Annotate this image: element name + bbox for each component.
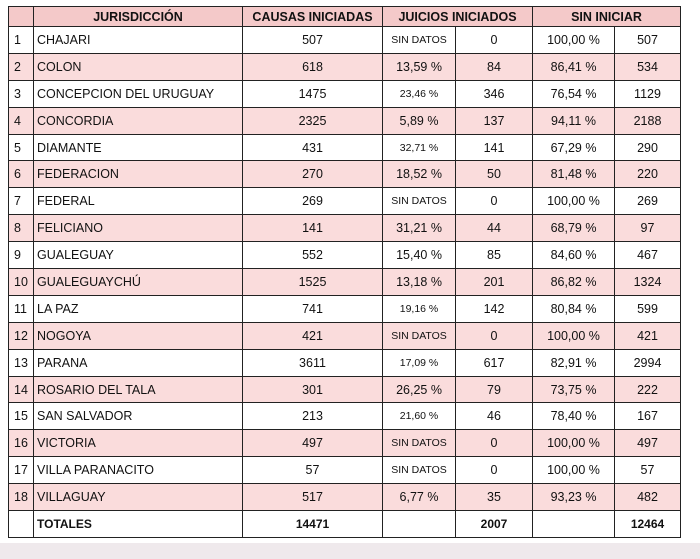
row-index: 18 <box>9 484 34 511</box>
row-jurisdiccion: CHAJARI <box>34 27 243 54</box>
row-pct-juicios: 5,89 % <box>383 107 456 134</box>
row-pct-sin: 93,23 % <box>533 484 615 511</box>
row-sin-iniciar: 1324 <box>615 269 681 296</box>
row-sin-iniciar: 222 <box>615 376 681 403</box>
row-pct-juicios: SIN DATOS <box>383 457 456 484</box>
row-juicios: 50 <box>456 161 533 188</box>
row-sin-iniciar: 534 <box>615 53 681 80</box>
row-jurisdiccion: FEDERAL <box>34 188 243 215</box>
table-row <box>9 484 681 511</box>
table-row <box>9 457 681 484</box>
bottom-strip <box>0 543 700 559</box>
table-row <box>9 161 681 188</box>
table-row <box>9 376 681 403</box>
row-juicios: 0 <box>456 322 533 349</box>
table-row <box>9 27 681 54</box>
row-causas: 517 <box>243 484 383 511</box>
row-causas: 618 <box>243 53 383 80</box>
row-pct-sin: 76,54 % <box>533 80 615 107</box>
row-pct-sin: 78,40 % <box>533 403 615 430</box>
row-causas: 431 <box>243 134 383 161</box>
row-index: 13 <box>9 349 34 376</box>
row-causas: 270 <box>243 161 383 188</box>
row-juicios: 35 <box>456 484 533 511</box>
row-pct-juicios: 13,59 % <box>383 53 456 80</box>
row-pct-sin: 84,60 % <box>533 242 615 269</box>
row-causas: 213 <box>243 403 383 430</box>
row-pct-sin: 68,79 % <box>533 215 615 242</box>
row-pct-juicios: 13,18 % <box>383 269 456 296</box>
row-jurisdiccion: GUALEGUAY <box>34 242 243 269</box>
row-causas: 141 <box>243 215 383 242</box>
row-jurisdiccion: LA PAZ <box>34 295 243 322</box>
row-pct-juicios: 6,77 % <box>383 484 456 511</box>
row-causas: 421 <box>243 322 383 349</box>
row-index: 1 <box>9 27 34 54</box>
row-pct-juicios: 19,16 % <box>383 295 456 322</box>
row-jurisdiccion: NOGOYA <box>34 322 243 349</box>
row-causas: 507 <box>243 27 383 54</box>
totals-pct-sin <box>533 511 615 538</box>
header-row <box>9 7 681 27</box>
table-row <box>9 430 681 457</box>
row-causas: 2325 <box>243 107 383 134</box>
row-sin-iniciar: 269 <box>615 188 681 215</box>
row-index: 5 <box>9 134 34 161</box>
row-pct-sin: 81,48 % <box>533 161 615 188</box>
row-juicios: 44 <box>456 215 533 242</box>
row-pct-sin: 86,41 % <box>533 53 615 80</box>
table-row <box>9 295 681 322</box>
row-juicios: 0 <box>456 188 533 215</box>
row-jurisdiccion: CONCEPCION DEL URUGUAY <box>34 80 243 107</box>
row-sin-iniciar: 2188 <box>615 107 681 134</box>
row-juicios: 46 <box>456 403 533 430</box>
row-sin-iniciar: 497 <box>615 430 681 457</box>
row-index: 6 <box>9 161 34 188</box>
row-juicios: 142 <box>456 295 533 322</box>
row-pct-juicios: 23,46 % <box>383 80 456 107</box>
row-causas: 552 <box>243 242 383 269</box>
row-jurisdiccion: FEDERACION <box>34 161 243 188</box>
row-pct-sin: 67,29 % <box>533 134 615 161</box>
row-pct-sin: 80,84 % <box>533 295 615 322</box>
totals-sin: 12464 <box>615 511 681 538</box>
row-sin-iniciar: 97 <box>615 215 681 242</box>
row-jurisdiccion: PARANA <box>34 349 243 376</box>
row-pct-juicios: SIN DATOS <box>383 322 456 349</box>
row-jurisdiccion: ROSARIO DEL TALA <box>34 376 243 403</box>
row-index: 16 <box>9 430 34 457</box>
row-juicios: 84 <box>456 53 533 80</box>
row-jurisdiccion: COLON <box>34 53 243 80</box>
table-row <box>9 242 681 269</box>
header-jurisdiccion: JURISDICCIÓN <box>34 7 243 27</box>
row-causas: 741 <box>243 295 383 322</box>
row-pct-juicios: 26,25 % <box>383 376 456 403</box>
row-index: 14 <box>9 376 34 403</box>
row-sin-iniciar: 482 <box>615 484 681 511</box>
row-pct-juicios: 21,60 % <box>383 403 456 430</box>
row-pct-sin: 86,82 % <box>533 269 615 296</box>
row-pct-sin: 100,00 % <box>533 27 615 54</box>
row-index: 3 <box>9 80 34 107</box>
row-pct-juicios: SIN DATOS <box>383 430 456 457</box>
row-juicios: 137 <box>456 107 533 134</box>
row-pct-juicios: 31,21 % <box>383 215 456 242</box>
row-index: 15 <box>9 403 34 430</box>
table-row <box>9 134 681 161</box>
table-row <box>9 215 681 242</box>
row-index: 2 <box>9 53 34 80</box>
row-pct-juicios: SIN DATOS <box>383 27 456 54</box>
row-jurisdiccion: VILLA PARANACITO <box>34 457 243 484</box>
totals-pct-juicios <box>383 511 456 538</box>
row-sin-iniciar: 167 <box>615 403 681 430</box>
row-index: 12 <box>9 322 34 349</box>
totals-index <box>9 511 34 538</box>
row-pct-juicios: 15,40 % <box>383 242 456 269</box>
row-jurisdiccion: DIAMANTE <box>34 134 243 161</box>
row-sin-iniciar: 2994 <box>615 349 681 376</box>
row-sin-iniciar: 507 <box>615 27 681 54</box>
table-body <box>9 27 681 511</box>
row-index: 17 <box>9 457 34 484</box>
row-pct-sin: 94,11 % <box>533 107 615 134</box>
row-jurisdiccion: GUALEGUAYCHÚ <box>34 269 243 296</box>
row-pct-sin: 100,00 % <box>533 188 615 215</box>
table-row <box>9 403 681 430</box>
row-juicios: 0 <box>456 457 533 484</box>
table-row <box>9 53 681 80</box>
row-pct-sin: 100,00 % <box>533 457 615 484</box>
table-row <box>9 269 681 296</box>
row-pct-juicios: 32,71 % <box>383 134 456 161</box>
jurisdiction-table <box>8 6 681 538</box>
row-index: 9 <box>9 242 34 269</box>
row-causas: 1525 <box>243 269 383 296</box>
row-causas: 3611 <box>243 349 383 376</box>
row-causas: 269 <box>243 188 383 215</box>
row-pct-sin: 100,00 % <box>533 322 615 349</box>
row-juicios: 141 <box>456 134 533 161</box>
row-jurisdiccion: VILLAGUAY <box>34 484 243 511</box>
row-jurisdiccion: CONCORDIA <box>34 107 243 134</box>
row-jurisdiccion: VICTORIA <box>34 430 243 457</box>
row-jurisdiccion: SAN SALVADOR <box>34 403 243 430</box>
row-sin-iniciar: 599 <box>615 295 681 322</box>
row-causas: 301 <box>243 376 383 403</box>
totals-causas: 14471 <box>243 511 383 538</box>
row-sin-iniciar: 421 <box>615 322 681 349</box>
row-pct-sin: 73,75 % <box>533 376 615 403</box>
row-index: 10 <box>9 269 34 296</box>
row-causas: 57 <box>243 457 383 484</box>
row-jurisdiccion: FELICIANO <box>34 215 243 242</box>
row-causas: 1475 <box>243 80 383 107</box>
totals-label: TOTALES <box>34 511 243 538</box>
header-sin-iniciar: SIN INICIAR <box>533 7 681 27</box>
row-juicios: 0 <box>456 27 533 54</box>
row-juicios: 346 <box>456 80 533 107</box>
row-juicios: 79 <box>456 376 533 403</box>
row-index: 4 <box>9 107 34 134</box>
header-index <box>9 7 34 27</box>
row-juicios: 617 <box>456 349 533 376</box>
table-row <box>9 322 681 349</box>
row-sin-iniciar: 57 <box>615 457 681 484</box>
row-sin-iniciar: 290 <box>615 134 681 161</box>
row-index: 8 <box>9 215 34 242</box>
row-sin-iniciar: 220 <box>615 161 681 188</box>
row-juicios: 85 <box>456 242 533 269</box>
row-index: 7 <box>9 188 34 215</box>
row-juicios: 201 <box>456 269 533 296</box>
row-pct-juicios: 17,09 % <box>383 349 456 376</box>
row-sin-iniciar: 1129 <box>615 80 681 107</box>
header-juicios: JUICIOS INICIADOS <box>383 7 533 27</box>
table-row <box>9 349 681 376</box>
totals-juicios: 2007 <box>456 511 533 538</box>
row-pct-juicios: 18,52 % <box>383 161 456 188</box>
row-pct-sin: 100,00 % <box>533 430 615 457</box>
header-causas: CAUSAS INICIADAS <box>243 7 383 27</box>
row-causas: 497 <box>243 430 383 457</box>
row-pct-sin: 82,91 % <box>533 349 615 376</box>
row-index: 11 <box>9 295 34 322</box>
table-row <box>9 107 681 134</box>
totals-row <box>9 511 681 538</box>
row-sin-iniciar: 467 <box>615 242 681 269</box>
table-row <box>9 80 681 107</box>
table-row <box>9 188 681 215</box>
row-pct-juicios: SIN DATOS <box>383 188 456 215</box>
row-juicios: 0 <box>456 430 533 457</box>
